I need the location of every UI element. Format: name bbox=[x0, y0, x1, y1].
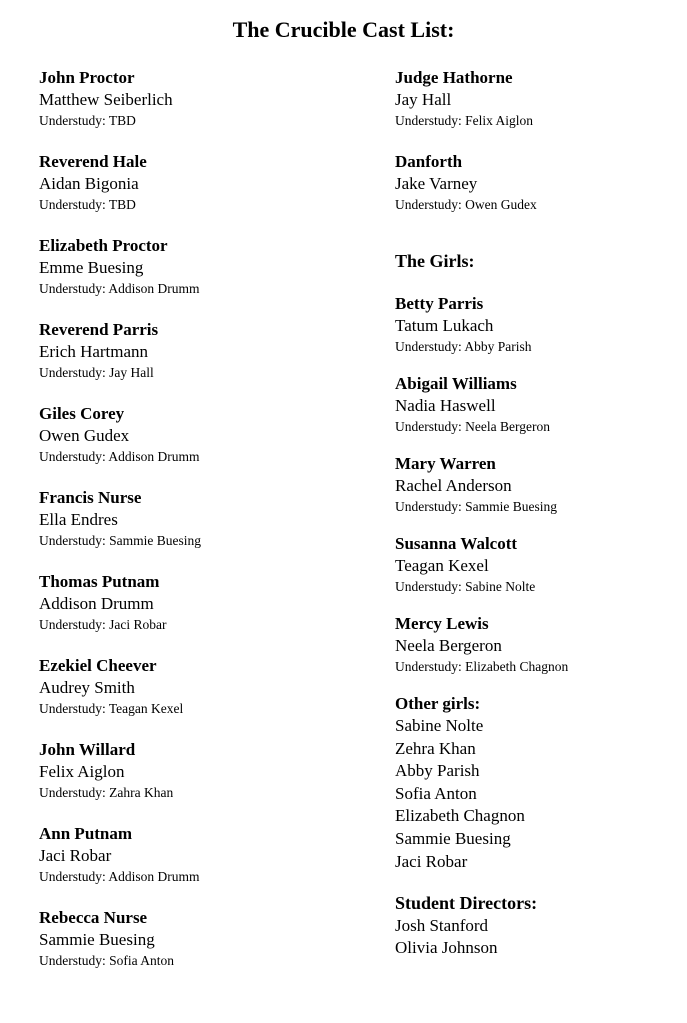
role-entry bbox=[39, 655, 359, 719]
list-item: Sabine Nolte bbox=[395, 716, 484, 735]
role-entry bbox=[39, 67, 359, 131]
role-entry bbox=[395, 293, 685, 357]
actor-name: Jay Hall bbox=[395, 90, 452, 109]
actor-name: Owen Gudex bbox=[39, 426, 130, 445]
understudy: Understudy: Sabine Nolte bbox=[395, 579, 536, 594]
role-entry bbox=[39, 403, 359, 467]
actor-name: Nadia Haswell bbox=[395, 396, 496, 415]
actor-name: Tatum Lukach bbox=[395, 316, 494, 335]
role-name: Ann Putnam bbox=[39, 824, 133, 843]
role-name: Thomas Putnam bbox=[39, 572, 160, 591]
role-name: Reverend Hale bbox=[39, 152, 147, 171]
list-item: Josh Stanford bbox=[395, 916, 489, 936]
actor-name: Addison Drumm bbox=[39, 594, 154, 613]
role-name: Francis Nurse bbox=[39, 488, 142, 507]
other-girls-heading: Other girls: bbox=[395, 694, 481, 713]
actor-name: Rachel Anderson bbox=[395, 476, 512, 495]
role-name: Reverend Parris bbox=[39, 320, 159, 339]
actor-name: Ella Endres bbox=[39, 510, 118, 529]
understudy: Understudy: Abby Parish bbox=[395, 339, 532, 354]
left-column bbox=[39, 67, 359, 991]
actor-name: Matthew Seiberlich bbox=[39, 90, 173, 109]
role-entry bbox=[39, 235, 359, 299]
actor-name: Sammie Buesing bbox=[39, 930, 155, 949]
actor-name: Aidan Bigonia bbox=[39, 174, 139, 193]
role-name: Ezekiel Cheever bbox=[39, 656, 157, 675]
actor-name: Teagan Kexel bbox=[395, 556, 489, 575]
list-item: Abby Parish bbox=[395, 761, 480, 781]
list-item: Sofia Anton bbox=[395, 783, 477, 803]
role-entry bbox=[39, 571, 359, 635]
role-entry bbox=[39, 823, 359, 887]
role-entry bbox=[395, 373, 685, 437]
student-directors-heading: Student Directors: bbox=[395, 893, 538, 914]
understudy: Understudy: Addison Drumm bbox=[39, 449, 200, 464]
understudy: Understudy: Owen Gudex bbox=[395, 197, 537, 212]
role-entry bbox=[39, 151, 359, 215]
list-item: Olivia Johnson bbox=[395, 938, 498, 958]
other-girls-list bbox=[395, 715, 685, 873]
role-entry bbox=[39, 739, 359, 803]
understudy: Understudy: Addison Drumm bbox=[39, 281, 200, 296]
page-title: The Crucible Cast List: bbox=[232, 17, 455, 42]
list-item: Elizabeth Chagnon bbox=[395, 806, 525, 826]
understudy: Understudy: Zahra Khan bbox=[39, 785, 174, 800]
understudy: Understudy: Jay Hall bbox=[39, 365, 154, 380]
role-entry bbox=[39, 487, 359, 551]
understudy: Understudy: Jaci Robar bbox=[39, 617, 167, 632]
understudy: Understudy: Neela Bergeron bbox=[395, 419, 550, 434]
actor-name: Neela Bergeron bbox=[395, 636, 502, 655]
role-name: Elizabeth Proctor bbox=[39, 236, 168, 255]
role-name: Danforth bbox=[395, 152, 463, 171]
role-name: Rebecca Nurse bbox=[39, 908, 148, 927]
role-name: Mary Warren bbox=[395, 454, 496, 473]
role-name: Betty Parris bbox=[395, 294, 484, 313]
role-name: Judge Hathorne bbox=[395, 68, 513, 87]
role-name: Susanna Walcott bbox=[395, 534, 518, 553]
actor-name: Felix Aiglon bbox=[39, 762, 125, 781]
right-column bbox=[395, 67, 685, 959]
role-name: Mercy Lewis bbox=[395, 614, 489, 633]
role-name: Abigail Williams bbox=[395, 374, 517, 393]
understudy: Understudy: Addison Drumm bbox=[39, 869, 200, 884]
role-entry bbox=[395, 613, 685, 677]
understudy: Understudy: TBD bbox=[39, 113, 136, 128]
role-entry bbox=[395, 453, 685, 517]
understudy: Understudy: Teagan Kexel bbox=[39, 701, 184, 716]
actor-name: Jake Varney bbox=[395, 174, 478, 193]
role-name: Giles Corey bbox=[39, 404, 125, 423]
understudy: Understudy: Elizabeth Chagnon bbox=[395, 659, 569, 674]
role-name: John Willard bbox=[39, 740, 136, 759]
role-entry bbox=[395, 67, 685, 131]
role-entry bbox=[395, 151, 685, 215]
list-item: Sammie Buesing bbox=[395, 828, 511, 848]
role-entry bbox=[39, 319, 359, 383]
understudy: Understudy: Sammie Buesing bbox=[395, 499, 557, 514]
role-entry bbox=[39, 907, 359, 971]
understudy: Understudy: Sofia Anton bbox=[39, 953, 174, 968]
understudy: Understudy: Felix Aiglon bbox=[395, 113, 533, 128]
role-name: John Proctor bbox=[39, 68, 135, 87]
actor-name: Emme Buesing bbox=[39, 258, 144, 277]
girls-heading: The Girls: bbox=[395, 251, 475, 271]
actor-name: Audrey Smith bbox=[39, 678, 135, 697]
list-item: Zehra Khan bbox=[395, 738, 476, 758]
actor-name: Jaci Robar bbox=[39, 846, 112, 865]
other-girls-section bbox=[395, 693, 685, 873]
student-directors-section bbox=[395, 891, 685, 959]
actor-name: Erich Hartmann bbox=[39, 342, 149, 361]
understudy: Understudy: Sammie Buesing bbox=[39, 533, 201, 548]
understudy: Understudy: TBD bbox=[39, 197, 136, 212]
role-entry bbox=[395, 533, 685, 597]
list-item: Jaci Robar bbox=[395, 851, 468, 871]
